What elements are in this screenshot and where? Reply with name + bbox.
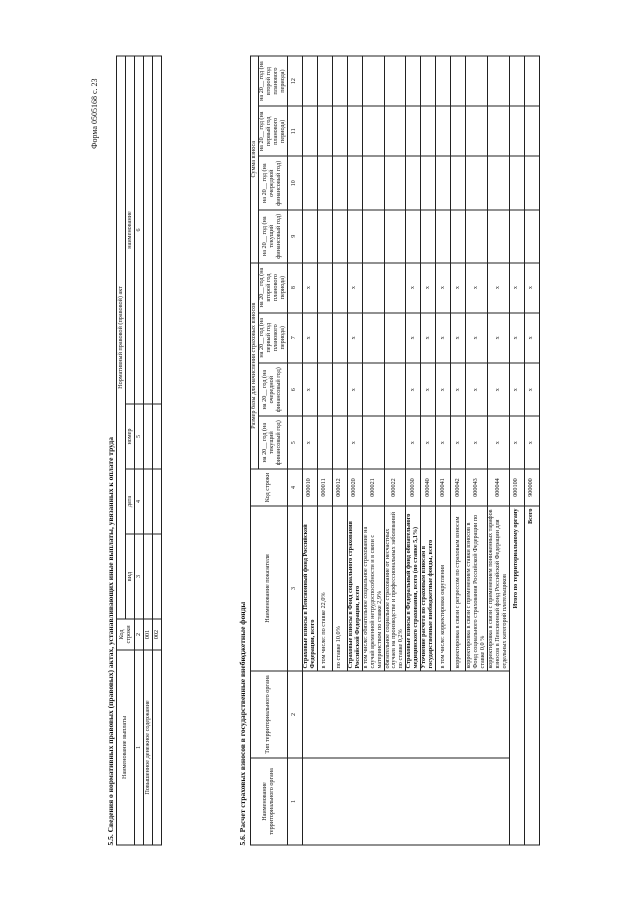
sum-value-cell[interactable] <box>436 106 451 156</box>
sum-value-cell[interactable] <box>302 106 317 156</box>
indicator-name-cell: корректировка в связи с регрессом по страховым взносам <box>451 506 466 671</box>
indicator-name-cell: корректировка в связи с применением пониженных тарифов взносов в Пенсионный фонд Российской Федерации для отдельных категорий плательщиков <box>488 506 510 671</box>
indicator-name-cell: Уточнение расчета по страховым взносам в государственные внебюджетные фонды, всего <box>421 506 436 671</box>
sum-value-cell[interactable] <box>466 106 488 156</box>
x-mark-cell: x <box>406 362 421 415</box>
col-number: 12 <box>287 56 302 106</box>
base-value-cell[interactable] <box>317 362 332 415</box>
sum-value-cell[interactable] <box>347 209 362 262</box>
col-number: 4 <box>135 469 144 534</box>
sum-value-cell[interactable] <box>332 209 347 262</box>
act-name-cell[interactable] <box>153 56 162 404</box>
indicator-name-cell: обязательное социальное страхование от несчастных случаев на производстве и профессиональных заболеваний по ставке 0,2% <box>384 506 406 671</box>
base-value-cell[interactable] <box>332 262 347 312</box>
base-value-cell[interactable] <box>332 362 347 415</box>
base-value-cell[interactable] <box>384 362 406 415</box>
col-number: 4 <box>287 469 302 506</box>
x-mark-cell: x <box>488 262 510 312</box>
sum-value-cell[interactable] <box>332 156 347 209</box>
col-number: 7 <box>287 312 302 362</box>
sum-value-cell[interactable] <box>509 106 524 156</box>
base-value-cell[interactable] <box>384 416 406 469</box>
act-number-cell[interactable] <box>153 404 162 469</box>
sum-value-cell[interactable] <box>384 56 406 106</box>
x-mark-cell: x <box>488 416 510 469</box>
table-row <box>144 56 153 845</box>
sum-value-cell[interactable] <box>421 106 436 156</box>
x-mark-cell: x <box>436 312 451 362</box>
sum-value-cell[interactable] <box>509 156 524 209</box>
x-mark-cell: x <box>302 262 317 312</box>
header-act: Нормативный правовой (правовой) акт <box>117 56 126 619</box>
sum-value-cell[interactable] <box>436 156 451 209</box>
x-mark-cell: x <box>466 416 488 469</box>
column-number-row <box>287 56 302 845</box>
indicator-name-cell: Всего <box>524 506 539 845</box>
sum-value-cell[interactable] <box>317 209 332 262</box>
x-mark-cell: x <box>406 262 421 312</box>
x-mark-cell: x <box>524 312 539 362</box>
row-code-cell: 002 <box>153 619 162 650</box>
row-code-cell: 000012 <box>332 469 347 506</box>
header-indicator: Наименование показателя <box>251 506 288 671</box>
x-mark-cell: x <box>451 362 466 415</box>
sum-value-cell[interactable] <box>421 56 436 106</box>
table-row <box>153 56 162 845</box>
x-mark-cell: x <box>347 262 362 312</box>
x-mark-cell: x <box>406 416 421 469</box>
sum-value-cell[interactable] <box>488 56 510 106</box>
x-mark-cell: x <box>466 312 488 362</box>
indicator-name-cell: корректировка в связи с применением ставки взносов в Фонд социального страхования Российской Федерации по ставке 0,0 % <box>466 506 488 671</box>
header-territorial-type: Тип территориального органа <box>251 671 288 758</box>
act-kind-cell[interactable] <box>153 534 162 619</box>
base-value-cell[interactable] <box>317 416 332 469</box>
row-code-cell: 900000 <box>524 469 539 506</box>
row-code-cell: 000011 <box>317 469 332 506</box>
sum-value-cell[interactable] <box>362 209 384 262</box>
sum-value-cell[interactable] <box>509 56 524 106</box>
sum-value-cell[interactable] <box>451 106 466 156</box>
sum-value-cell[interactable] <box>362 56 384 106</box>
section-5-6-table <box>250 55 540 845</box>
indicator-name-cell: в том числе: корректировка округления <box>436 506 451 671</box>
row-code-cell: 000030 <box>406 469 421 506</box>
row-code-cell: 000010 <box>302 469 317 506</box>
col-number: 3 <box>287 506 302 671</box>
sum-value-cell[interactable] <box>362 156 384 209</box>
indicator-name-cell: Страховые взносы в Федеральный фонд обязательного медицинского страхования, всего (по ставке 5,1%) <box>406 506 421 671</box>
header-sum-group: Сумма взноса <box>251 56 259 263</box>
sum-value-cell[interactable] <box>524 106 539 156</box>
sum-value-cell[interactable] <box>302 56 317 106</box>
base-value-cell[interactable] <box>362 262 384 312</box>
row-code-cell: 000022 <box>384 469 406 506</box>
x-mark-cell: x <box>421 416 436 469</box>
header-base-group: Размер базы для начисления страховых взносов <box>251 262 259 468</box>
col-number: 5 <box>287 416 302 469</box>
row-code-cell: 000040 <box>421 469 436 506</box>
header-name: наименование <box>126 56 135 404</box>
x-mark-cell: x <box>509 362 524 415</box>
sum-value-cell[interactable] <box>451 209 466 262</box>
act-date-cell[interactable] <box>153 469 162 534</box>
x-mark-cell: x <box>421 312 436 362</box>
sum-value-cell[interactable] <box>302 156 317 209</box>
sum-value-cell[interactable] <box>332 106 347 156</box>
sum-value-cell[interactable] <box>509 209 524 262</box>
x-mark-cell: x <box>509 312 524 362</box>
indicator-name-cell: Страховые взносы в Фонд социального страхования Российской Федерации, всего <box>347 506 362 671</box>
header-sum-period-2: на 20__ год (на очередной финансовый год) <box>258 156 287 209</box>
x-mark-cell: x <box>509 262 524 312</box>
section-5-5-table <box>116 55 162 845</box>
header-base-period-1: на 20__ год (на текущий финансовый год) <box>258 416 287 469</box>
territorial-type-cell[interactable] <box>302 671 509 758</box>
base-value-cell[interactable] <box>362 312 384 362</box>
x-mark-cell: x <box>421 362 436 415</box>
indicator-name-cell: в том числе: по ставке 22,0% <box>317 506 332 671</box>
x-mark-cell: x <box>509 416 524 469</box>
base-value-cell[interactable] <box>317 262 332 312</box>
sum-value-cell[interactable] <box>524 156 539 209</box>
payment-name-cell: Повышенное денежное содержание <box>144 650 153 845</box>
territorial-name-cell[interactable] <box>302 758 509 845</box>
x-mark-cell: x <box>466 262 488 312</box>
sum-value-cell[interactable] <box>362 106 384 156</box>
header-base-period-3: на 20__ год (на первый год планового периода) <box>258 312 287 362</box>
header-payment-name: Наименование выплаты <box>117 650 135 845</box>
indicator-name-cell: Итого по территориальному органу <box>509 506 524 845</box>
sum-value-cell[interactable] <box>466 156 488 209</box>
row-code-cell: 000042 <box>451 469 466 506</box>
col-number: 10 <box>287 156 302 209</box>
x-mark-cell: x <box>524 416 539 469</box>
col-number: 5 <box>135 404 144 469</box>
sum-value-cell[interactable] <box>384 106 406 156</box>
sum-value-cell[interactable] <box>524 56 539 106</box>
col-number: 3 <box>135 534 144 619</box>
col-number: 8 <box>287 262 302 312</box>
x-mark-cell: x <box>347 416 362 469</box>
header-row-code: Код строки <box>117 619 135 650</box>
table-row <box>509 56 524 845</box>
row-code-cell: 000021 <box>362 469 384 506</box>
table-row <box>524 56 539 845</box>
x-mark-cell: x <box>302 312 317 362</box>
col-number: 6 <box>135 56 144 404</box>
indicator-name-cell: в том числе: обязательное социальное страхование на случай временной нетрудоспособности и в связи с материнством по ставке 2,9% <box>362 506 384 671</box>
x-mark-cell: x <box>466 362 488 415</box>
sum-value-cell[interactable] <box>488 106 510 156</box>
sum-value-cell[interactable] <box>406 56 421 106</box>
base-value-cell[interactable] <box>332 312 347 362</box>
sum-value-cell[interactable] <box>332 56 347 106</box>
section-5-5-title: 5.5. Сведения о нормативных правовых (правовых) актах, устанавливающих иные выплаты, увязанных к оплате труда <box>106 436 115 845</box>
col-number: 1 <box>287 758 302 845</box>
row-code-cell: 000020 <box>347 469 362 506</box>
base-value-cell[interactable] <box>362 362 384 415</box>
base-value-cell[interactable] <box>317 312 332 362</box>
x-mark-cell: x <box>302 362 317 415</box>
sum-value-cell[interactable] <box>436 209 451 262</box>
x-mark-cell: x <box>436 262 451 312</box>
header-date: дата <box>126 469 135 534</box>
indicator-name-cell: Страховые взносы в Пенсионный фонд Российской Федерации, всего <box>302 506 317 671</box>
base-value-cell[interactable] <box>332 416 347 469</box>
row-code-cell: 000044 <box>488 469 510 506</box>
row-code-cell: 000041 <box>436 469 451 506</box>
base-value-cell[interactable] <box>384 262 406 312</box>
x-mark-cell: x <box>436 362 451 415</box>
col-number: 11 <box>287 106 302 156</box>
x-mark-cell: x <box>488 312 510 362</box>
col-number: 6 <box>287 362 302 415</box>
sum-value-cell[interactable] <box>466 209 488 262</box>
sum-value-cell[interactable] <box>436 56 451 106</box>
sum-value-cell[interactable] <box>317 56 332 106</box>
x-mark-cell: x <box>302 416 317 469</box>
x-mark-cell: x <box>451 312 466 362</box>
sum-value-cell[interactable] <box>302 209 317 262</box>
header-base-period-4: на 20__ год (на второй год планового периода) <box>258 262 287 312</box>
act-date-cell[interactable] <box>144 469 153 534</box>
sum-value-cell[interactable] <box>347 156 362 209</box>
sum-value-cell[interactable] <box>466 56 488 106</box>
x-mark-cell: x <box>451 416 466 469</box>
col-number: 2 <box>287 671 302 758</box>
col-number: 9 <box>287 209 302 262</box>
sum-value-cell[interactable] <box>488 156 510 209</box>
x-mark-cell: x <box>524 262 539 312</box>
row-code-cell: 000043 <box>466 469 488 506</box>
sum-value-cell[interactable] <box>406 209 421 262</box>
table-row <box>302 56 317 845</box>
col-number: 2 <box>135 619 144 650</box>
section-5-6-title: 5.6. Расчет страховых взносов в государственные внебюджетные фонды <box>238 601 247 845</box>
x-mark-cell: x <box>347 312 362 362</box>
base-value-cell[interactable] <box>384 312 406 362</box>
sum-value-cell[interactable] <box>488 209 510 262</box>
row-code-cell: 001 <box>144 619 153 650</box>
sum-value-cell[interactable] <box>451 156 466 209</box>
x-mark-cell: x <box>488 362 510 415</box>
act-name-cell[interactable] <box>144 56 153 404</box>
act-kind-cell[interactable] <box>144 534 153 619</box>
sum-value-cell[interactable] <box>384 156 406 209</box>
header-row-code: Код строки <box>251 469 288 506</box>
col-number: 1 <box>135 650 144 845</box>
sum-value-cell[interactable] <box>406 106 421 156</box>
base-value-cell[interactable] <box>362 416 384 469</box>
header-sum-period-4: на 20__ год (на второй год планового периода) <box>258 56 287 106</box>
sum-value-cell[interactable] <box>317 156 332 209</box>
x-mark-cell: x <box>451 262 466 312</box>
sum-value-cell[interactable] <box>451 56 466 106</box>
sum-value-cell[interactable] <box>347 56 362 106</box>
form-reference: Форма 0505168 с. 23 <box>90 78 99 149</box>
x-mark-cell: x <box>524 362 539 415</box>
sum-value-cell[interactable] <box>406 156 421 209</box>
act-number-cell[interactable] <box>144 404 153 469</box>
x-mark-cell: x <box>347 362 362 415</box>
sum-value-cell[interactable] <box>347 106 362 156</box>
sum-value-cell[interactable] <box>317 106 332 156</box>
sum-value-cell[interactable] <box>384 209 406 262</box>
sum-value-cell[interactable] <box>421 209 436 262</box>
x-mark-cell: x <box>421 262 436 312</box>
sum-value-cell[interactable] <box>524 209 539 262</box>
row-code-cell: 000100 <box>509 469 524 506</box>
header-sum-period-3: на 20__ год (на первый год планового периода) <box>258 106 287 156</box>
header-kind: вид <box>126 534 135 619</box>
payment-name-cell[interactable] <box>153 650 162 845</box>
header-territorial-name: Наименование территориального органа <box>251 758 288 845</box>
column-number-row <box>135 56 144 845</box>
sum-value-cell[interactable] <box>421 156 436 209</box>
x-mark-cell: x <box>436 416 451 469</box>
x-mark-cell: x <box>406 312 421 362</box>
header-base-period-2: на 20__ год (на очередной финансовый год) <box>258 362 287 415</box>
header-sum-period-1: на 20__ год (на текущий финансовый год) <box>258 209 287 262</box>
header-number: номер <box>126 404 135 469</box>
indicator-name-cell: по ставке 10,0% <box>332 506 347 671</box>
